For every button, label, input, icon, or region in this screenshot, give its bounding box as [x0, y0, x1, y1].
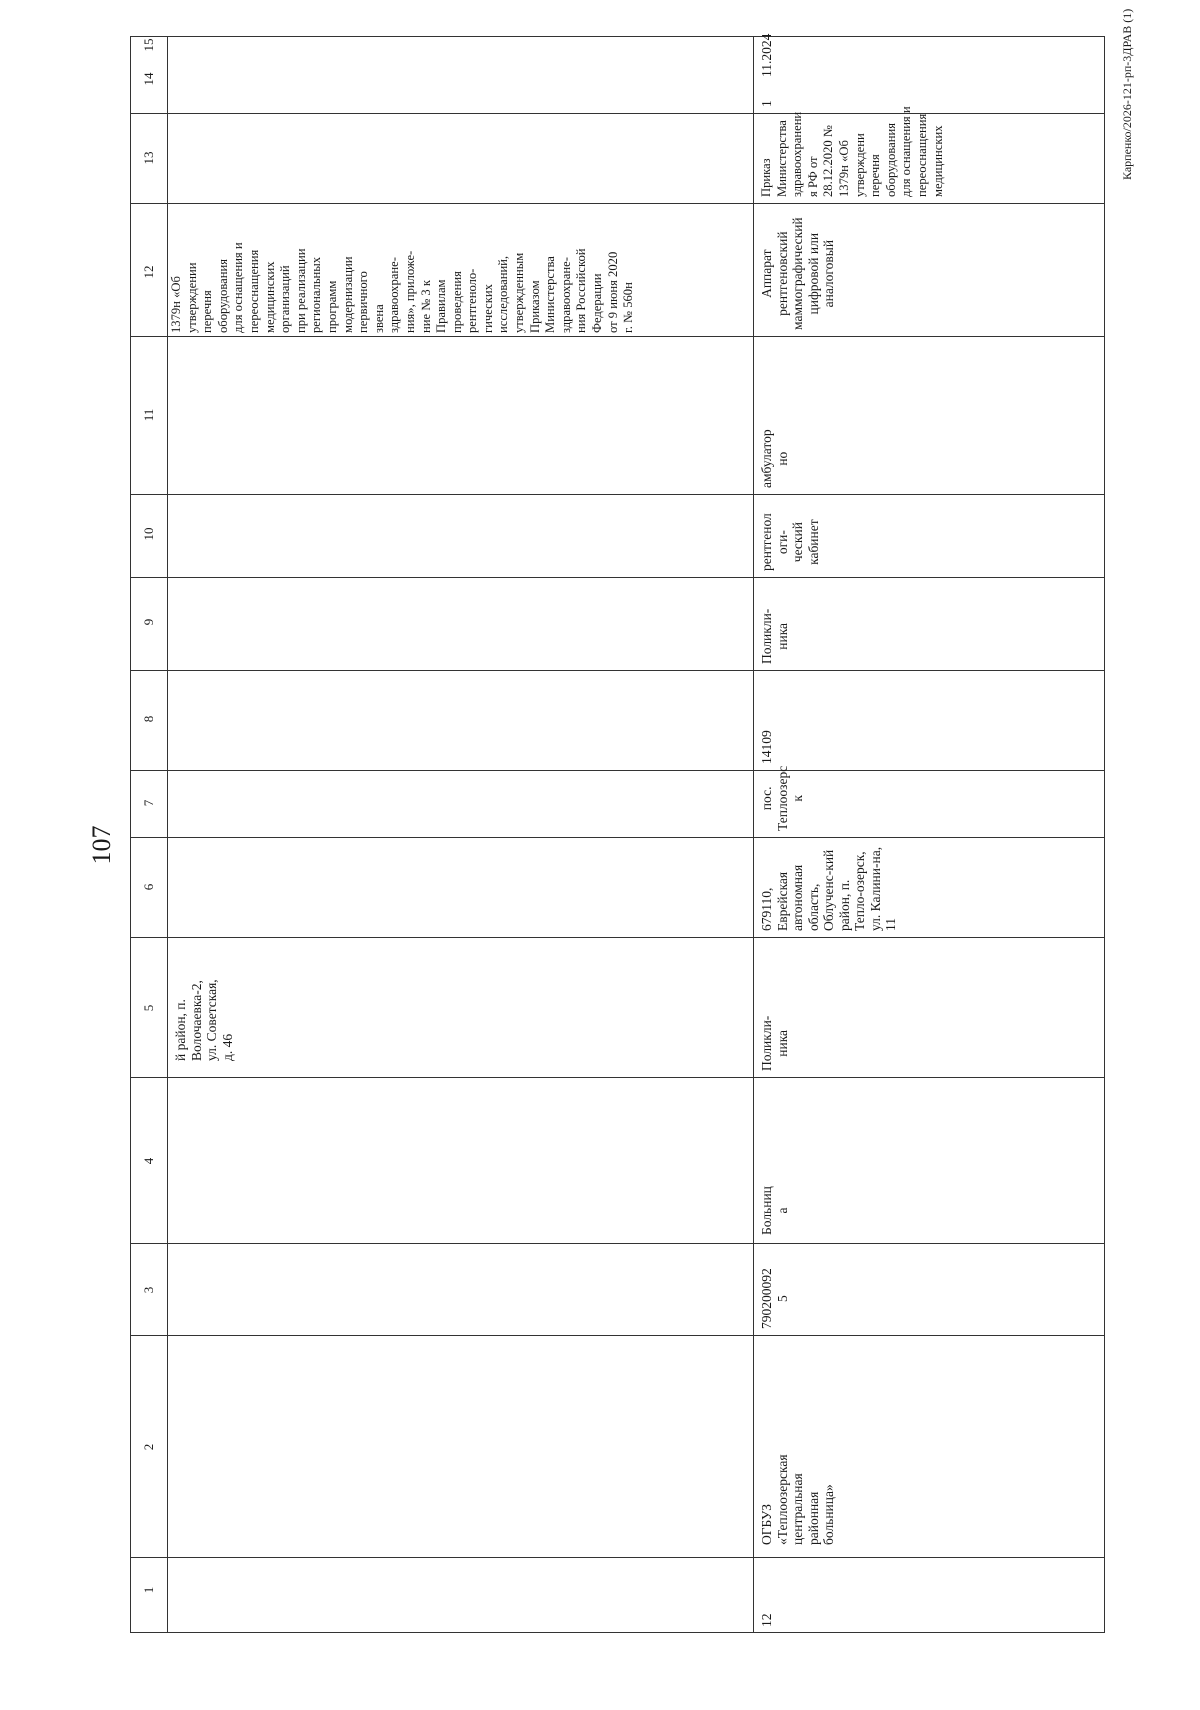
table-divider — [131, 837, 1104, 838]
facility-type: Больниц а — [759, 1186, 790, 1235]
column-number: 5 — [141, 1004, 156, 1012]
table-divider — [131, 1243, 1104, 1244]
facility-address: 679110, Еврейская автономная область, Облученс-кий район, п. Тепло-озерск, ул. Калини-на, 11 — [759, 846, 898, 931]
column-number: 10 — [141, 527, 156, 541]
column-number: 6 — [141, 883, 156, 891]
deadline: 11.2024 — [759, 33, 774, 77]
column-number: 3 — [141, 1286, 156, 1294]
column-number: 1 — [141, 1586, 156, 1594]
page-number: 107 — [87, 825, 116, 865]
column-number: 2 — [141, 1443, 156, 1451]
legal-basis: Приказ Министерства здравоохранени я РФ от 28.12.2020 № 1379н «Об утверждени перечня оборудования для оснащения и переоснащения медицинских — [759, 106, 945, 197]
row-number: 12 — [759, 1613, 774, 1627]
column-number: 7 — [141, 799, 156, 807]
table-divider — [131, 937, 1104, 938]
document-code: Карпенко/2026-121-рп-3ДРАВ (1) — [1120, 8, 1134, 180]
cabinet-type: рентгенол оги- ческий кабинет — [759, 513, 821, 571]
care-conditions: амбулатор но — [759, 429, 790, 488]
organization-name: ОГБУЗ «Теплоозерская центральная районная больница» — [759, 1454, 836, 1545]
column-number: 14 — [141, 72, 156, 86]
table-divider — [131, 577, 1104, 578]
table-divider — [131, 336, 1104, 337]
table-divider — [131, 1557, 1104, 1558]
column-number: 4 — [141, 1157, 156, 1165]
table-divider — [131, 770, 1104, 771]
column-number: 9 — [141, 618, 156, 626]
subdivision-type: Поликли- ника — [759, 1015, 790, 1071]
organization-code: 790200092 5 — [759, 1268, 790, 1329]
column-number: 11 — [141, 408, 156, 422]
table-divider — [131, 203, 1104, 204]
table-divider — [167, 37, 168, 1632]
column-number: 12 — [141, 265, 156, 279]
table-divider — [753, 37, 754, 1632]
prev-row-legal-basis: 1379н «Об утверждении перечня оборудования для оснащения и переоснащения медицинских организаций при реализации региональных программ модернизации первичного звена здравоохране- ния», приложе- ние № 3 к Правилам проведения рентгеноло- гических исследований, утвержденным Приказом Министерства здравоохране- ния Российской Федерации от 9 июня 2020 г. № 560н — [169, 242, 636, 333]
table-divider — [131, 1335, 1104, 1336]
table-divider — [131, 670, 1104, 671]
settlement: пос. Теплоозерс к — [759, 765, 805, 831]
population: 14109 — [759, 730, 774, 764]
structural-unit: Поликли- ника — [759, 608, 790, 664]
column-number: 13 — [141, 151, 156, 165]
column-number: 8 — [141, 715, 156, 723]
quantity: 1 — [759, 100, 774, 107]
column-number: 15 — [141, 38, 156, 52]
prev-row-address: й район, п. Волочаевка-2, ул. Советская, д. 46 — [173, 979, 235, 1061]
equipment-name: Аппарат рентгеновский маммографический цифровой или аналоговый — [759, 217, 836, 330]
table-divider — [131, 113, 1104, 114]
table-divider — [131, 1077, 1104, 1078]
data-table — [130, 33, 1105, 1633]
table-divider — [131, 494, 1104, 495]
